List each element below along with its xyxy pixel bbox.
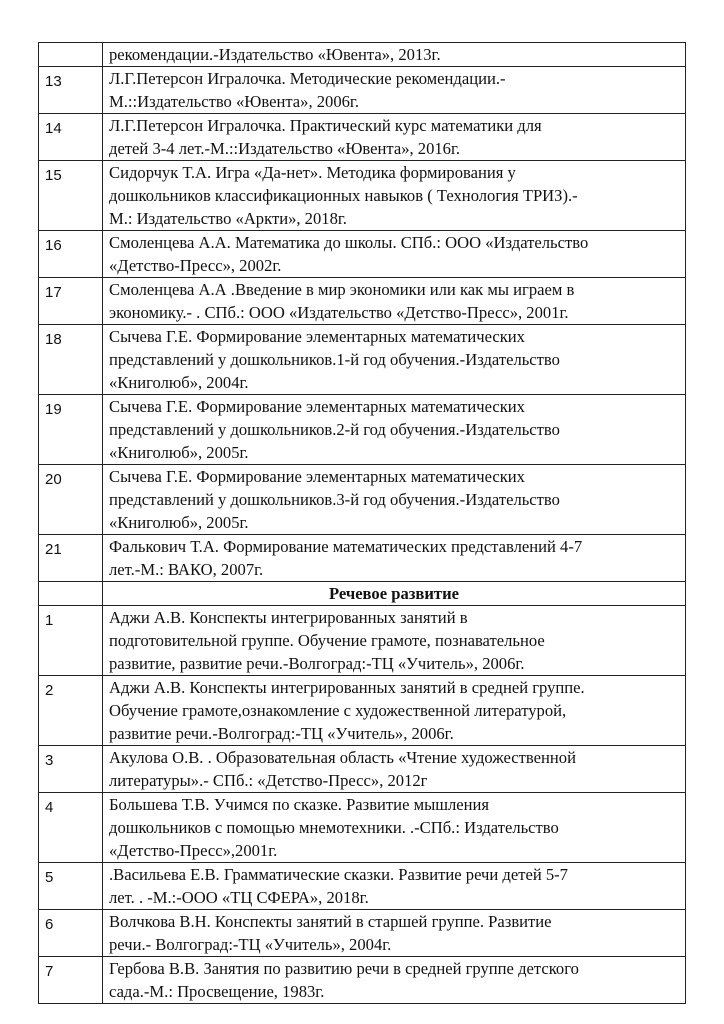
- table-row: [39, 863, 686, 910]
- reference-text: Сычева Г.Е. Формирование элементарных математических представлений у дошкольников.1-й год обучения.-Издательство «Книголюб», 2004г.: [103, 325, 686, 395]
- reference-text: Аджи А.В. Конспекты интегрированных занятий в средней группе. Обучение грамоте,ознакомление с художественной литературой, развитие речи.-Волгоград:-ТЦ «Учитель», 2006г.: [103, 676, 686, 746]
- table-row: [39, 114, 686, 161]
- reference-text: Сычева Г.Е. Формирование элементарных математических представлений у дошкольников.2-й год обучения.-Издательство «Книголюб», 2005г.: [103, 395, 686, 465]
- table-row: [39, 395, 686, 465]
- row-number: 15: [39, 161, 103, 231]
- reference-text: Смоленцева А.А .Введение в мир экономики или как мы играем в экономику.- . СПб.: ООО «Издательство «Детство-Пресс», 2001г.: [103, 278, 686, 325]
- reference-text: Сидорчук Т.А. Игра «Да-нет». Методика формирования у дошкольников классификационных навыков ( Технология ТРИЗ).- М.: Издательство «Аркти», 2018г.: [103, 161, 686, 231]
- table-row: [39, 43, 686, 67]
- reference-text: рекомендации.-Издательство «Ювента», 2013г.: [103, 43, 686, 67]
- table-row: [39, 676, 686, 746]
- section-header-row: [39, 582, 686, 606]
- table-row: [39, 535, 686, 582]
- row-number: 13: [39, 67, 103, 114]
- reference-text: Акулова О.В. . Образовательная область «Чтение художественной литературы».- СПб.: «Детство-Пресс», 2012г: [103, 746, 686, 793]
- section-num-cell: [39, 582, 103, 606]
- table-row: [39, 231, 686, 278]
- reference-text: Гербова В.В. Занятия по развитию речи в средней группе детского сада.-М.: Просвещение, 1983г.: [103, 957, 686, 1004]
- table-section-row: [39, 582, 686, 606]
- row-number: 3: [39, 746, 103, 793]
- table-row: [39, 465, 686, 535]
- table-row: [39, 161, 686, 231]
- reference-text: Смоленцева А.А. Математика до школы. СПб.: ООО «Издательство «Детство-Пресс», 2002г.: [103, 231, 686, 278]
- row-number: 6: [39, 910, 103, 957]
- table-row: [39, 278, 686, 325]
- reference-text: Волчкова В.Н. Конспекты занятий в старшей группе. Развитие речи.- Волгоград:-ТЦ «Учитель», 2004г.: [103, 910, 686, 957]
- row-number: 20: [39, 465, 103, 535]
- table-row: [39, 67, 686, 114]
- reference-text: Фалькович Т.А. Формирование математических представлений 4-7 лет.-М.: ВАКО, 2007г.: [103, 535, 686, 582]
- reference-text: .Васильева Е.В. Грамматические сказки. Развитие речи детей 5-7 лет. . -М.:-ООО «ТЦ СФЕРА», 2018г.: [103, 863, 686, 910]
- reference-text: Л.Г.Петерсон Игралочка. Практический курс математики для детей 3-4 лет.-М.::Издательство «Ювента», 2016г.: [103, 114, 686, 161]
- table-row: [39, 746, 686, 793]
- row-number: 5: [39, 863, 103, 910]
- row-number: 19: [39, 395, 103, 465]
- table-row: [39, 606, 686, 676]
- reference-text: Л.Г.Петерсон Игралочка. Методические рекомендации.- М.::Издательство «Ювента», 2006г.: [103, 67, 686, 114]
- table-row: [39, 793, 686, 863]
- row-number: 7: [39, 957, 103, 1004]
- row-number: 21: [39, 535, 103, 582]
- row-number: 17: [39, 278, 103, 325]
- table-row: [39, 325, 686, 395]
- row-number: 2: [39, 676, 103, 746]
- document-page: [38, 42, 686, 1004]
- table-body-bottom: [39, 606, 686, 1004]
- reference-text: Сычева Г.Е. Формирование элементарных математических представлений у дошкольников.3-й год обучения.-Издательство «Книголюб», 2005г.: [103, 465, 686, 535]
- row-number: [39, 43, 103, 67]
- row-number: 14: [39, 114, 103, 161]
- row-number: 18: [39, 325, 103, 395]
- table-row: [39, 910, 686, 957]
- literature-table: [38, 42, 686, 1004]
- table-body-top: [39, 43, 686, 582]
- row-number: 1: [39, 606, 103, 676]
- reference-text: Аджи А.В. Конспекты интегрированных занятий в подготовительной группе. Обучение грамоте, познавательное развитие, развитие речи.-Волгоград:-ТЦ «Учитель», 2006г.: [103, 606, 686, 676]
- section-title: Речевое развитие: [103, 582, 686, 606]
- row-number: 16: [39, 231, 103, 278]
- table-row: [39, 957, 686, 1004]
- reference-text: Большева Т.В. Учимся по сказке. Развитие мышления дошкольников с помощью мнемотехники. .-СПб.: Издательство «Детство-Пресс»,2001г.: [103, 793, 686, 863]
- row-number: 4: [39, 793, 103, 863]
